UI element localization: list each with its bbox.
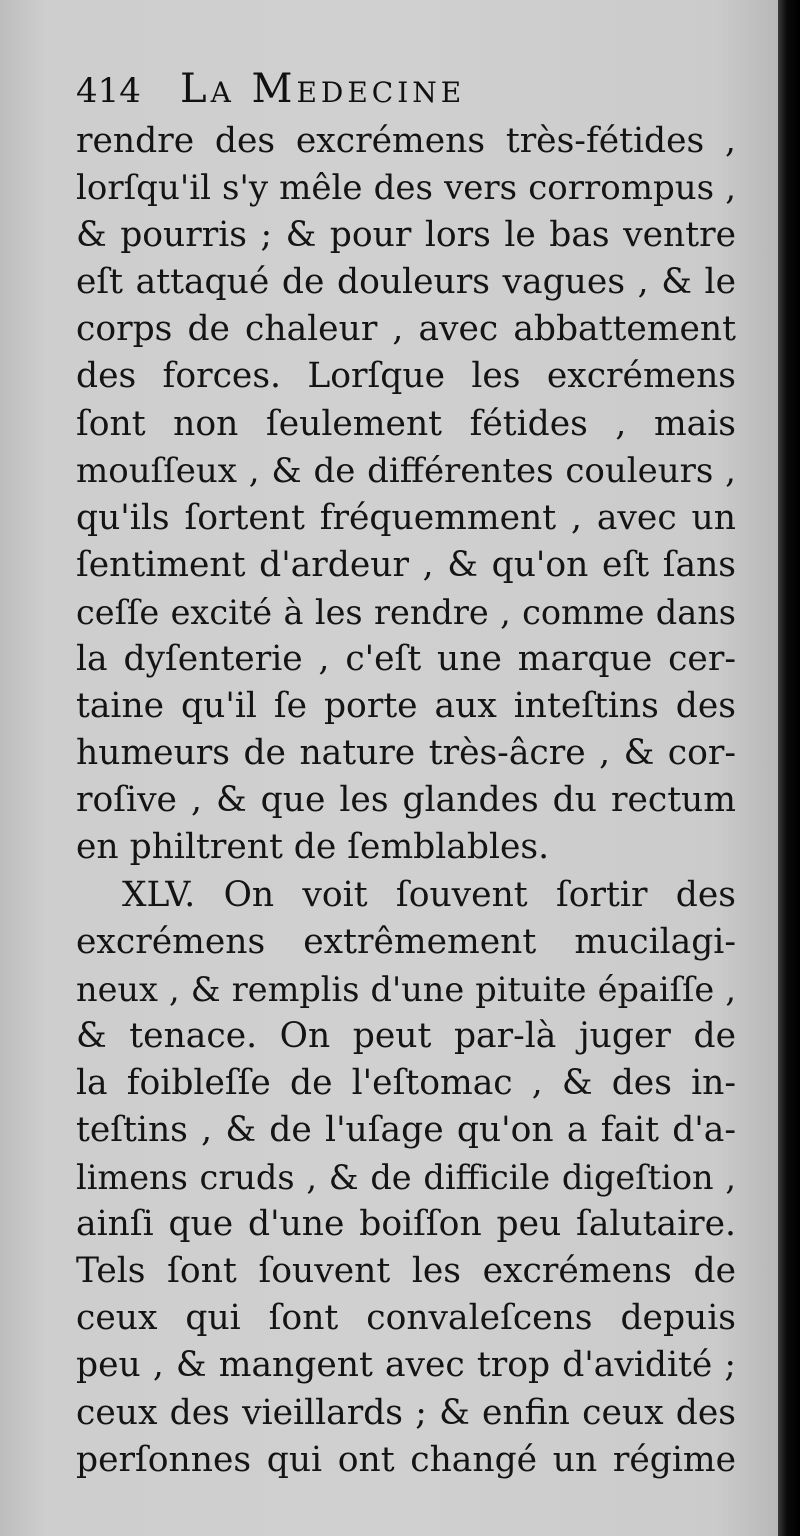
text-line: roſive , & que les glandes du rectum	[76, 780, 736, 821]
text-line: ſentiment d'ardeur , & qu'on eſt ſans	[76, 544, 736, 585]
text-line: ceſſe excité à les rendre , comme dans	[76, 592, 736, 632]
text-line: mouſſeux , & de différentes couleurs ,	[76, 450, 736, 491]
text-line: & tenace. On peut par-là juger de	[76, 1015, 736, 1056]
text-line: peu , & mangent avec trop d'avidité ;	[76, 1345, 736, 1386]
text-line: taine qu'il ſe porte aux inteſtins des	[76, 686, 736, 727]
body-text	[76, 118, 736, 1484]
running-title: La Medecine	[180, 66, 466, 112]
page-header	[76, 66, 736, 118]
text-line: perſonnes qui ont changé un régime	[76, 1439, 736, 1480]
text-line: la dyſenterie , c'eſt une marque cer-	[76, 639, 736, 680]
text-line: ainſi que d'une boiſſon peu ſalutaire.	[76, 1204, 736, 1245]
text-line: limens cruds , & de difficile digeſtion ,	[76, 1158, 736, 1198]
text-line: teſtins , & de l'uſage qu'on a fait d'a-	[76, 1109, 736, 1150]
text-line: & pourris ; & pour lors le bas ventre	[76, 215, 736, 256]
text-line: neux , & remplis d'une pituite épaiſſe ,	[76, 969, 736, 1009]
text-line: ceux qui ſont convaleſcens depuis	[76, 1298, 736, 1339]
paragraph-end-line: en philtrent de ſemblables.	[76, 827, 550, 868]
text-line: des forces. Lorſque les excrémens	[76, 356, 736, 397]
text-line: la foibleſſe de l'eſtomac , & des in-	[76, 1062, 736, 1103]
text-line: ceux des vieillards ; & enfin ceux des	[76, 1392, 736, 1433]
scan-edge-shadow	[778, 0, 800, 1536]
section-start-line: XLV. On voit ſouvent ſortir des	[122, 874, 736, 915]
text-line: excrémens extrêmement mucilagi-	[76, 921, 736, 962]
text-line: rendre des excrémens très-fétides ,	[76, 121, 736, 161]
page-number: 414	[76, 71, 141, 111]
text-line: Tels ſont ſouvent les excrémens de	[76, 1251, 736, 1292]
text-line: corps de chaleur , avec abbattement	[76, 309, 736, 350]
text-line: qu'ils ſortent fréquemment , avec un	[76, 497, 736, 538]
text-line: ſont non ſeulement fétides , mais	[76, 403, 736, 444]
text-line: lorſqu'il s'y mêle des vers corrompus ,	[76, 168, 736, 209]
text-line: eſt attaqué de douleurs vagues , & le	[76, 262, 736, 303]
text-line: humeurs de nature très-âcre , & cor-	[76, 733, 736, 774]
